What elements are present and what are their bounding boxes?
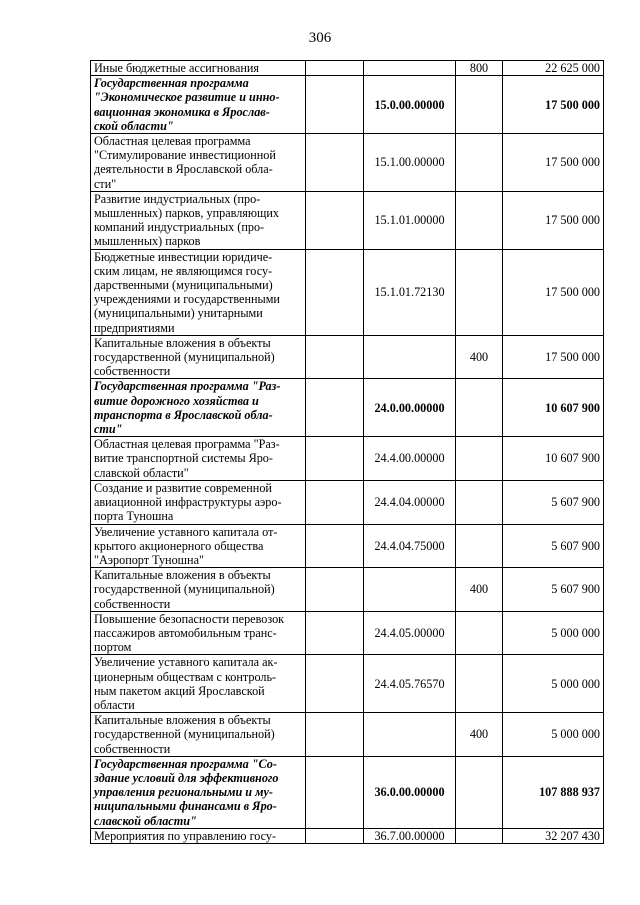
row-expense-type-cell — [456, 828, 503, 843]
table-row — [91, 568, 604, 612]
row-name-line: "Экономическое развитие и инно- — [94, 90, 280, 105]
row-name-line: порта Туношна — [94, 509, 174, 524]
row-amount-cell: 5 000 000 — [503, 713, 604, 757]
row-amount-cell: 22 625 000 — [503, 61, 604, 76]
row-amount-cell: 17 500 000 — [503, 76, 604, 134]
row-name-cell — [91, 379, 306, 437]
row-expense-type-cell — [456, 76, 503, 134]
table-row — [91, 249, 604, 335]
row-empty-cell — [306, 249, 364, 335]
row-name-line: собственности — [94, 364, 171, 379]
row-name-line: "Аэропорт Туношна" — [94, 552, 204, 567]
row-code-cell: 15.0.00.00000 — [364, 76, 456, 134]
row-name-line: компаний индустриальных (про- — [94, 220, 265, 235]
row-name-line: здание условий для эффективного — [94, 770, 279, 785]
table-row — [91, 335, 604, 379]
row-name-line: ской области" — [94, 118, 174, 133]
row-name-line: ным пакетом акций Ярославской — [94, 683, 265, 698]
row-amount-cell: 10 607 900 — [503, 379, 604, 437]
row-name-line: "Стимулирование инвестиционной — [94, 148, 276, 163]
row-name-line: (муниципальными) унитарными — [94, 306, 263, 321]
row-name-line: области — [94, 697, 135, 712]
row-code-cell: 15.1.01.00000 — [364, 191, 456, 249]
row-name-line: учреждениями и государственными — [94, 292, 280, 307]
row-empty-cell — [306, 134, 364, 192]
budget-table-body — [91, 61, 604, 844]
row-name-line: Мероприятия по управлению госу- — [94, 828, 277, 843]
row-name-cell — [91, 568, 306, 612]
table-row — [91, 828, 604, 843]
row-expense-type-cell: 800 — [456, 61, 503, 76]
row-amount-cell: 17 500 000 — [503, 134, 604, 192]
row-expense-type-cell — [456, 480, 503, 524]
row-name-cell — [91, 335, 306, 379]
row-name-cell — [91, 249, 306, 335]
row-empty-cell — [306, 713, 364, 757]
row-expense-type-cell — [456, 655, 503, 713]
row-amount-cell: 5 000 000 — [503, 611, 604, 655]
row-amount-cell: 10 607 900 — [503, 437, 604, 481]
row-code-cell — [364, 713, 456, 757]
table-row — [91, 611, 604, 655]
table-row — [91, 655, 604, 713]
row-name-line: Увеличение уставного капитала от- — [94, 524, 278, 539]
row-code-cell — [364, 335, 456, 379]
row-name-cell — [91, 756, 306, 828]
row-name-line: государственной (муниципальной) — [94, 582, 275, 597]
row-name-line: дарственными (муниципальными) — [94, 278, 273, 293]
row-name-line: мышленных) парков, управляющих — [94, 206, 279, 221]
row-name-cell — [91, 524, 306, 568]
row-name-line: витие транспортной системы Яро- — [94, 451, 273, 466]
row-name-line: Областная целевая программа "Раз- — [94, 437, 280, 452]
row-code-cell: 24.0.00.00000 — [364, 379, 456, 437]
table-row — [91, 756, 604, 828]
row-name-line: Государственная программа "Со- — [94, 756, 277, 771]
row-name-line: Иные бюджетные ассигнования — [94, 61, 260, 75]
table-row — [91, 713, 604, 757]
row-expense-type-cell — [456, 524, 503, 568]
row-expense-type-cell — [456, 134, 503, 192]
row-name-line: предприятиями — [94, 320, 175, 335]
row-expense-type-cell — [456, 437, 503, 481]
row-name-line: Увеличение уставного капитала ак- — [94, 655, 278, 670]
row-name-line: вационная экономика в Ярослав- — [94, 104, 270, 119]
row-name-line: деятельности в Ярославской обла- — [94, 162, 273, 177]
row-name-line: Капитальные вложения в объекты — [94, 335, 271, 350]
row-code-cell: 15.1.01.72130 — [364, 249, 456, 335]
row-name-line: пассажиров автомобильным транс- — [94, 625, 277, 640]
budget-table — [90, 60, 604, 844]
row-name-line: авиационной инфраструктуры аэро- — [94, 495, 282, 510]
row-name-line: Государственная программа "Раз- — [94, 379, 281, 394]
row-expense-type-cell — [456, 191, 503, 249]
row-name-line: Государственная программа — [94, 76, 249, 91]
row-expense-type-cell — [456, 379, 503, 437]
row-name-line: сти" — [94, 422, 123, 437]
row-name-line: Областная целевая программа — [94, 134, 251, 149]
row-expense-type-cell — [456, 756, 503, 828]
table-row — [91, 134, 604, 192]
row-empty-cell — [306, 756, 364, 828]
row-empty-cell — [306, 335, 364, 379]
row-name-cell — [91, 437, 306, 481]
row-empty-cell — [306, 655, 364, 713]
row-name-line: Капитальные вложения в объекты — [94, 713, 271, 728]
row-amount-cell: 32 207 430 — [503, 828, 604, 843]
row-name-line: управления региональными и му- — [94, 785, 273, 800]
row-expense-type-cell — [456, 249, 503, 335]
row-name-cell — [91, 76, 306, 134]
row-name-line: Капитальные вложения в объекты — [94, 568, 271, 583]
row-expense-type-cell — [456, 611, 503, 655]
row-name-line: государственной (муниципальной) — [94, 727, 275, 742]
row-name-cell — [91, 611, 306, 655]
row-name-cell — [91, 134, 306, 192]
table-row — [91, 379, 604, 437]
row-name-line: Создание и развитие современной — [94, 480, 272, 495]
row-amount-cell: 17 500 000 — [503, 191, 604, 249]
row-name-line: ским лицам, не являющимся госу- — [94, 263, 273, 278]
row-name-line: Бюджетные инвестиции юридиче- — [94, 249, 273, 264]
row-empty-cell — [306, 76, 364, 134]
row-name-line: транспорта в Ярославской обла- — [94, 407, 273, 422]
row-code-cell — [364, 61, 456, 76]
row-code-cell: 24.4.04.75000 — [364, 524, 456, 568]
row-code-cell: 15.1.00.00000 — [364, 134, 456, 192]
row-name-line: портом — [94, 640, 132, 655]
row-empty-cell — [306, 828, 364, 843]
row-empty-cell — [306, 61, 364, 76]
table-row — [91, 191, 604, 249]
table-row — [91, 437, 604, 481]
row-amount-cell: 5 607 900 — [503, 568, 604, 612]
row-name-line: собственности — [94, 741, 171, 756]
row-empty-cell — [306, 437, 364, 481]
row-name-line: витие дорожного хозяйства и — [94, 393, 259, 408]
row-name-cell — [91, 828, 306, 843]
row-amount-cell: 17 500 000 — [503, 335, 604, 379]
row-name-line: ционерным обществам с контроль- — [94, 669, 277, 684]
table-row — [91, 61, 604, 76]
row-amount-cell: 5 607 900 — [503, 524, 604, 568]
row-code-cell: 24.4.05.76570 — [364, 655, 456, 713]
row-code-cell: 36.0.00.00000 — [364, 756, 456, 828]
table-row — [91, 524, 604, 568]
row-empty-cell — [306, 611, 364, 655]
row-name-cell — [91, 713, 306, 757]
row-amount-cell: 5 000 000 — [503, 655, 604, 713]
row-expense-type-cell: 400 — [456, 568, 503, 612]
row-amount-cell: 107 888 937 — [503, 756, 604, 828]
row-name-line: собственности — [94, 596, 171, 611]
page-number: 306 — [308, 30, 332, 46]
row-name-line: сти" — [94, 176, 117, 191]
row-name-line: государственной (муниципальной) — [94, 350, 275, 365]
row-code-cell — [364, 568, 456, 612]
row-expense-type-cell: 400 — [456, 335, 503, 379]
row-name-cell — [91, 61, 306, 76]
row-name-line: славской области" — [94, 813, 197, 828]
row-empty-cell — [306, 524, 364, 568]
row-name-line: славской области" — [94, 465, 189, 480]
row-empty-cell — [306, 191, 364, 249]
row-amount-cell: 5 607 900 — [503, 480, 604, 524]
row-name-line: Развитие индустриальных (про- — [94, 191, 261, 206]
row-name-line: крытого акционерного общества — [94, 538, 264, 553]
row-name-line: Повышение безопасности перевозок — [94, 611, 285, 626]
table-row — [91, 480, 604, 524]
table-row — [91, 76, 604, 134]
row-code-cell: 24.4.05.00000 — [364, 611, 456, 655]
row-name-cell — [91, 191, 306, 249]
row-amount-cell: 17 500 000 — [503, 249, 604, 335]
row-code-cell: 36.7.00.00000 — [364, 828, 456, 843]
row-code-cell: 24.4.04.00000 — [364, 480, 456, 524]
row-empty-cell — [306, 568, 364, 612]
row-name-line: ниципальными финансами в Яро- — [94, 799, 277, 814]
row-name-cell — [91, 480, 306, 524]
row-name-line: мышленных) парков — [94, 234, 201, 249]
row-name-cell — [91, 655, 306, 713]
row-empty-cell — [306, 379, 364, 437]
row-empty-cell — [306, 480, 364, 524]
row-expense-type-cell: 400 — [456, 713, 503, 757]
row-code-cell: 24.4.00.00000 — [364, 437, 456, 481]
